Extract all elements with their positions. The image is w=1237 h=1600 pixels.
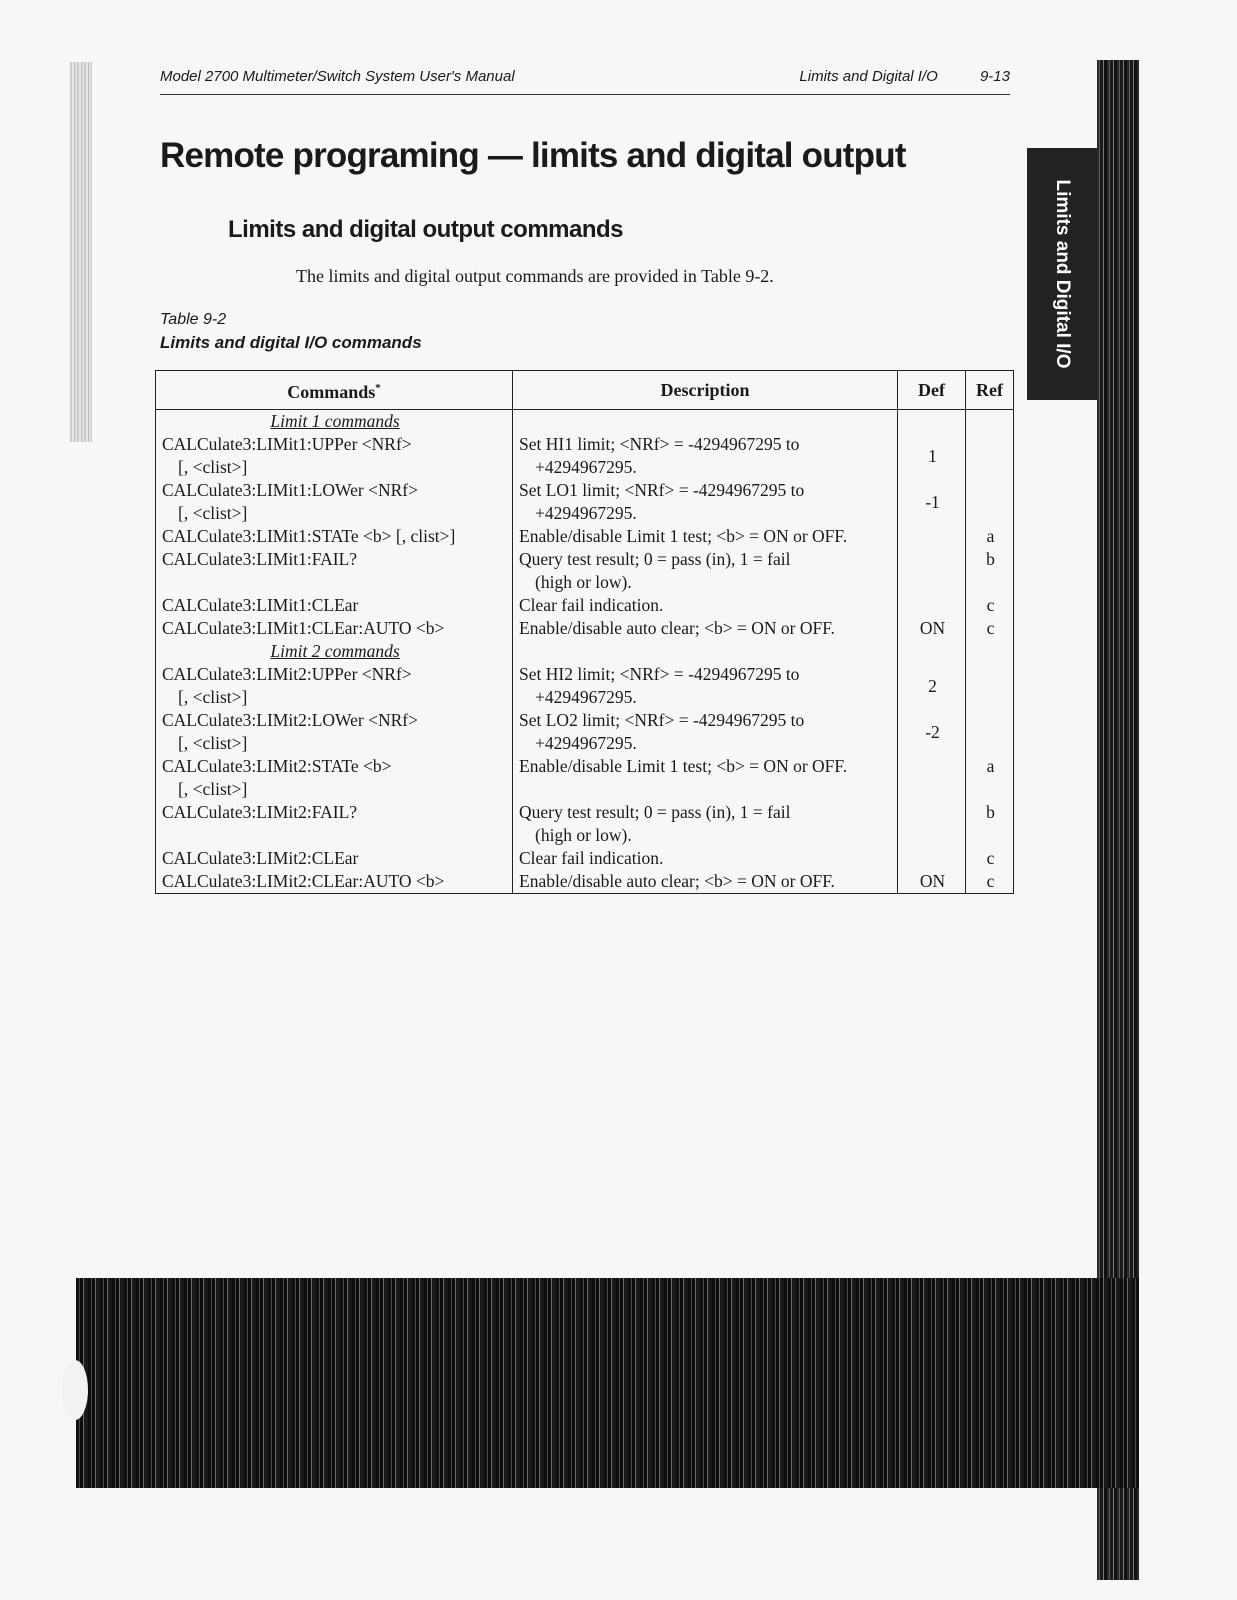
ref-cell: a <box>966 525 1014 548</box>
description-cell <box>513 870 898 894</box>
header-ref: Ref <box>966 371 1014 410</box>
table-row <box>156 594 1014 617</box>
description-text: Clear fail indication. <box>519 848 664 868</box>
def-cell <box>898 847 966 870</box>
ref-cell <box>966 709 1014 755</box>
def-cell: 2 <box>898 663 966 709</box>
description-cont: +4294967295. <box>535 503 637 523</box>
description-text: Set LO2 limit; <NRf> = -4294967295 to <box>519 710 805 730</box>
empty-cell <box>898 640 966 663</box>
def-cell: ON <box>898 617 966 640</box>
description-cell <box>513 433 898 479</box>
table-row <box>156 479 1014 525</box>
command-cell <box>156 663 513 709</box>
def-cell: 1 <box>898 433 966 479</box>
description-text: Clear fail indication. <box>519 595 664 615</box>
command-cell <box>156 525 513 548</box>
description-cell <box>513 847 898 870</box>
empty-cell <box>966 410 1014 434</box>
table-row <box>156 755 1014 801</box>
table-row <box>156 709 1014 755</box>
header-description: Description <box>513 371 898 410</box>
table-row <box>156 801 1014 847</box>
description-cont: +4294967295. <box>535 687 637 707</box>
def-cell <box>898 525 966 548</box>
group-row <box>156 640 1014 663</box>
chapter-tab-label: Limits and Digital I/O <box>1052 179 1073 369</box>
command-text: CALCulate3:LIMit1:LOWer <NRf> <box>162 480 418 500</box>
table-row <box>156 433 1014 479</box>
command-text: CALCulate3:LIMit1:CLEar:AUTO <b> <box>162 618 445 638</box>
group-heading: Limit 1 commands <box>156 410 513 434</box>
ref-cell <box>966 479 1014 525</box>
command-cell <box>156 433 513 479</box>
empty-cell <box>513 410 898 434</box>
section-name: Limits and Digital I/O <box>799 68 938 85</box>
command-cell <box>156 548 513 594</box>
intro-paragraph: The limits and digital output commands are provided in Table 9-2. <box>296 266 774 286</box>
table-row <box>156 525 1014 548</box>
ref-cell: c <box>966 617 1014 640</box>
table-row <box>156 617 1014 640</box>
empty-cell <box>966 640 1014 663</box>
table-row <box>156 548 1014 594</box>
header-def: Def <box>898 371 966 410</box>
command-text: CALCulate3:LIMit2:LOWer <NRf> <box>162 710 418 730</box>
group-heading: Limit 2 commands <box>156 640 513 663</box>
description-text: Enable/disable auto clear; <b> = ON or OFF. <box>519 618 835 638</box>
description-cell <box>513 801 898 847</box>
description-text: Enable/disable Limit 1 test; <b> = ON or OFF. <box>519 756 848 776</box>
table-row <box>156 847 1014 870</box>
commands-table <box>155 370 1014 894</box>
section-title: Limits and digital output commands <box>228 216 624 243</box>
def-cell <box>898 755 966 801</box>
def-cell: ON <box>898 870 966 894</box>
command-cell <box>156 594 513 617</box>
page-number: 9-13 <box>979 68 1010 85</box>
ref-cell: c <box>966 594 1014 617</box>
description-cell <box>513 755 898 801</box>
empty-cell <box>898 410 966 434</box>
ref-cell: c <box>966 847 1014 870</box>
command-text: CALCulate3:LIMit1:STATe <b> [, clist>] <box>162 526 456 546</box>
ref-cell: c <box>966 870 1014 894</box>
command-cell <box>156 617 513 640</box>
description-cell <box>513 548 898 594</box>
header-commands: Commands* <box>156 371 513 410</box>
def-cell <box>898 548 966 594</box>
description-cell <box>513 594 898 617</box>
description-cell <box>513 479 898 525</box>
description-cell <box>513 709 898 755</box>
table-row <box>156 663 1014 709</box>
command-cell <box>156 479 513 525</box>
command-args: [, <clist>] <box>178 779 248 799</box>
command-text: CALCulate3:LIMit2:CLEar <box>162 848 359 868</box>
group-row <box>156 410 1014 434</box>
command-text: CALCulate3:LIMit1:FAIL? <box>162 549 358 569</box>
scan-edge-bottom <box>76 1278 1139 1488</box>
description-cont: (high or low). <box>535 572 632 592</box>
header-right <box>761 68 1010 85</box>
def-cell <box>898 594 966 617</box>
description-cont: +4294967295. <box>535 457 637 477</box>
description-text: Enable/disable Limit 1 test; <b> = ON or OFF. <box>519 526 848 546</box>
command-text: CALCulate3:LIMit2:CLEar:AUTO <b> <box>162 871 445 891</box>
description-cell <box>513 617 898 640</box>
command-text: CALCulate3:LIMit1:CLEar <box>162 595 359 615</box>
description-cont: +4294967295. <box>535 733 637 753</box>
ref-cell: b <box>966 801 1014 847</box>
table-row <box>156 870 1014 894</box>
page-header <box>160 62 1010 95</box>
description-text: Set LO1 limit; <NRf> = -4294967295 to <box>519 480 805 500</box>
description-text: Query test result; 0 = pass (in), 1 = fail <box>519 549 791 569</box>
description-text: Enable/disable auto clear; <b> = ON or OFF. <box>519 871 835 891</box>
description-text: Set HI2 limit; <NRf> = -4294967295 to <box>519 664 800 684</box>
footnote-mark: * <box>375 381 381 394</box>
description-cont: (high or low). <box>535 825 632 845</box>
command-cell <box>156 709 513 755</box>
command-text: CALCulate3:LIMit2:STATe <b> <box>162 756 392 776</box>
chapter-tab <box>1027 148 1097 400</box>
def-cell <box>898 801 966 847</box>
command-args: [, <clist>] <box>178 503 248 523</box>
command-text: CALCulate3:LIMit1:UPPer <NRf> <box>162 434 412 454</box>
command-args: [, <clist>] <box>178 687 248 707</box>
command-text: CALCulate3:LIMit2:UPPer <NRf> <box>162 664 412 684</box>
command-args: [, <clist>] <box>178 733 248 753</box>
command-cell <box>156 870 513 894</box>
command-text: CALCulate3:LIMit2:FAIL? <box>162 802 358 822</box>
table-header-row <box>156 371 1014 410</box>
command-args: [, <clist>] <box>178 457 248 477</box>
table-number: Table 9-2 <box>160 311 227 328</box>
description-text: Set HI1 limit; <NRf> = -4294967295 to <box>519 434 800 454</box>
table-caption: Limits and digital I/O commands <box>160 333 422 352</box>
command-cell <box>156 801 513 847</box>
def-cell: -2 <box>898 709 966 755</box>
manual-title: Model 2700 Multimeter/Switch System User's Manual <box>160 68 515 85</box>
description-cell <box>513 525 898 548</box>
ref-cell: a <box>966 755 1014 801</box>
ref-cell <box>966 433 1014 479</box>
scan-hole-mark <box>62 1360 88 1420</box>
ref-cell <box>966 663 1014 709</box>
description-cell <box>513 663 898 709</box>
description-text: Query test result; 0 = pass (in), 1 = fail <box>519 802 791 822</box>
page-title: Remote programing — limits and digital output <box>160 136 906 175</box>
command-cell <box>156 847 513 870</box>
command-cell <box>156 755 513 801</box>
scan-edge-left <box>70 62 92 442</box>
def-cell: -1 <box>898 479 966 525</box>
ref-cell: b <box>966 548 1014 594</box>
empty-cell <box>513 640 898 663</box>
